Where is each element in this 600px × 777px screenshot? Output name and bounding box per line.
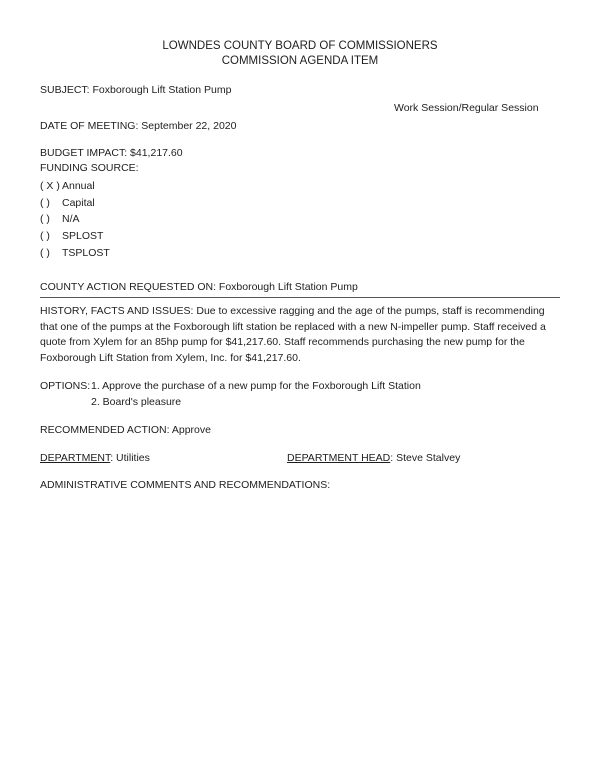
department-label: DEPARTMENT <box>40 452 111 464</box>
county-action-requested: COUNTY ACTION REQUESTED ON: Foxborough Lift Station Pump <box>40 281 358 293</box>
options-label: OPTIONS: <box>40 380 91 392</box>
funding-option-label: TSPLOST <box>62 247 110 259</box>
department-value: : Utilities <box>110 452 150 464</box>
funding-option-label: Annual <box>62 180 95 192</box>
date-of-meeting: DATE OF MEETING: September 22, 2020 <box>40 120 237 132</box>
recommended-action: RECOMMENDED ACTION: Approve <box>40 424 211 436</box>
funding-option-na <box>40 213 80 225</box>
department <box>40 452 150 464</box>
funding-option-annual <box>40 180 95 192</box>
history-facts-issues: HISTORY, FACTS AND ISSUES: Due to excessive ragging and the age of the pumps, staff is recommending that one of the pumps at the Foxborough lift station be replaced with a new N-impeller pump. Staff received a quote from Xylem for an 85hp pump for $41,217.60. Staff recommends purchasing the new pump for the Foxborough Lift Station from Xylem, Inc. for $41,217.60. <box>40 305 546 364</box>
session-type: Work Session/Regular Session <box>394 102 539 114</box>
funding-checkbox-mark: ( ) <box>40 213 50 225</box>
department-head-label: DEPARTMENT HEAD <box>287 452 391 464</box>
funding-checkbox-mark: ( ) <box>40 230 50 242</box>
funding-option-label: N/A <box>62 213 80 225</box>
funding-option-label: Capital <box>62 197 95 209</box>
option-2: 2. Board's pleasure <box>91 396 182 408</box>
department-head <box>287 452 460 464</box>
funding-option-splost <box>40 230 103 242</box>
administrative-comments: ADMINISTRATIVE COMMENTS AND RECOMMENDATIONS: <box>40 479 331 491</box>
option-1: 1. Approve the purchase of a new pump for the Foxborough Lift Station <box>91 380 421 392</box>
budget-impact: BUDGET IMPACT: $41,217.60 <box>40 147 183 159</box>
funding-source-label: FUNDING SOURCE: <box>40 162 139 174</box>
department-head-value: : Steve Stalvey <box>390 452 461 464</box>
section-divider <box>40 297 560 298</box>
funding-checkbox-mark: ( ) <box>40 197 50 209</box>
funding-checkbox-mark: ( ) <box>40 247 50 259</box>
funding-checkbox-mark: ( X ) <box>40 180 60 192</box>
header-line-1: LOWNDES COUNTY BOARD OF COMMISSIONERS <box>162 40 438 52</box>
funding-option-label: SPLOST <box>62 230 104 242</box>
header-line-2: COMMISSION AGENDA ITEM <box>221 55 379 67</box>
funding-option-tsplost <box>40 247 110 259</box>
subject: SUBJECT: Foxborough Lift Station Pump <box>40 84 232 96</box>
funding-option-capital <box>40 197 95 209</box>
